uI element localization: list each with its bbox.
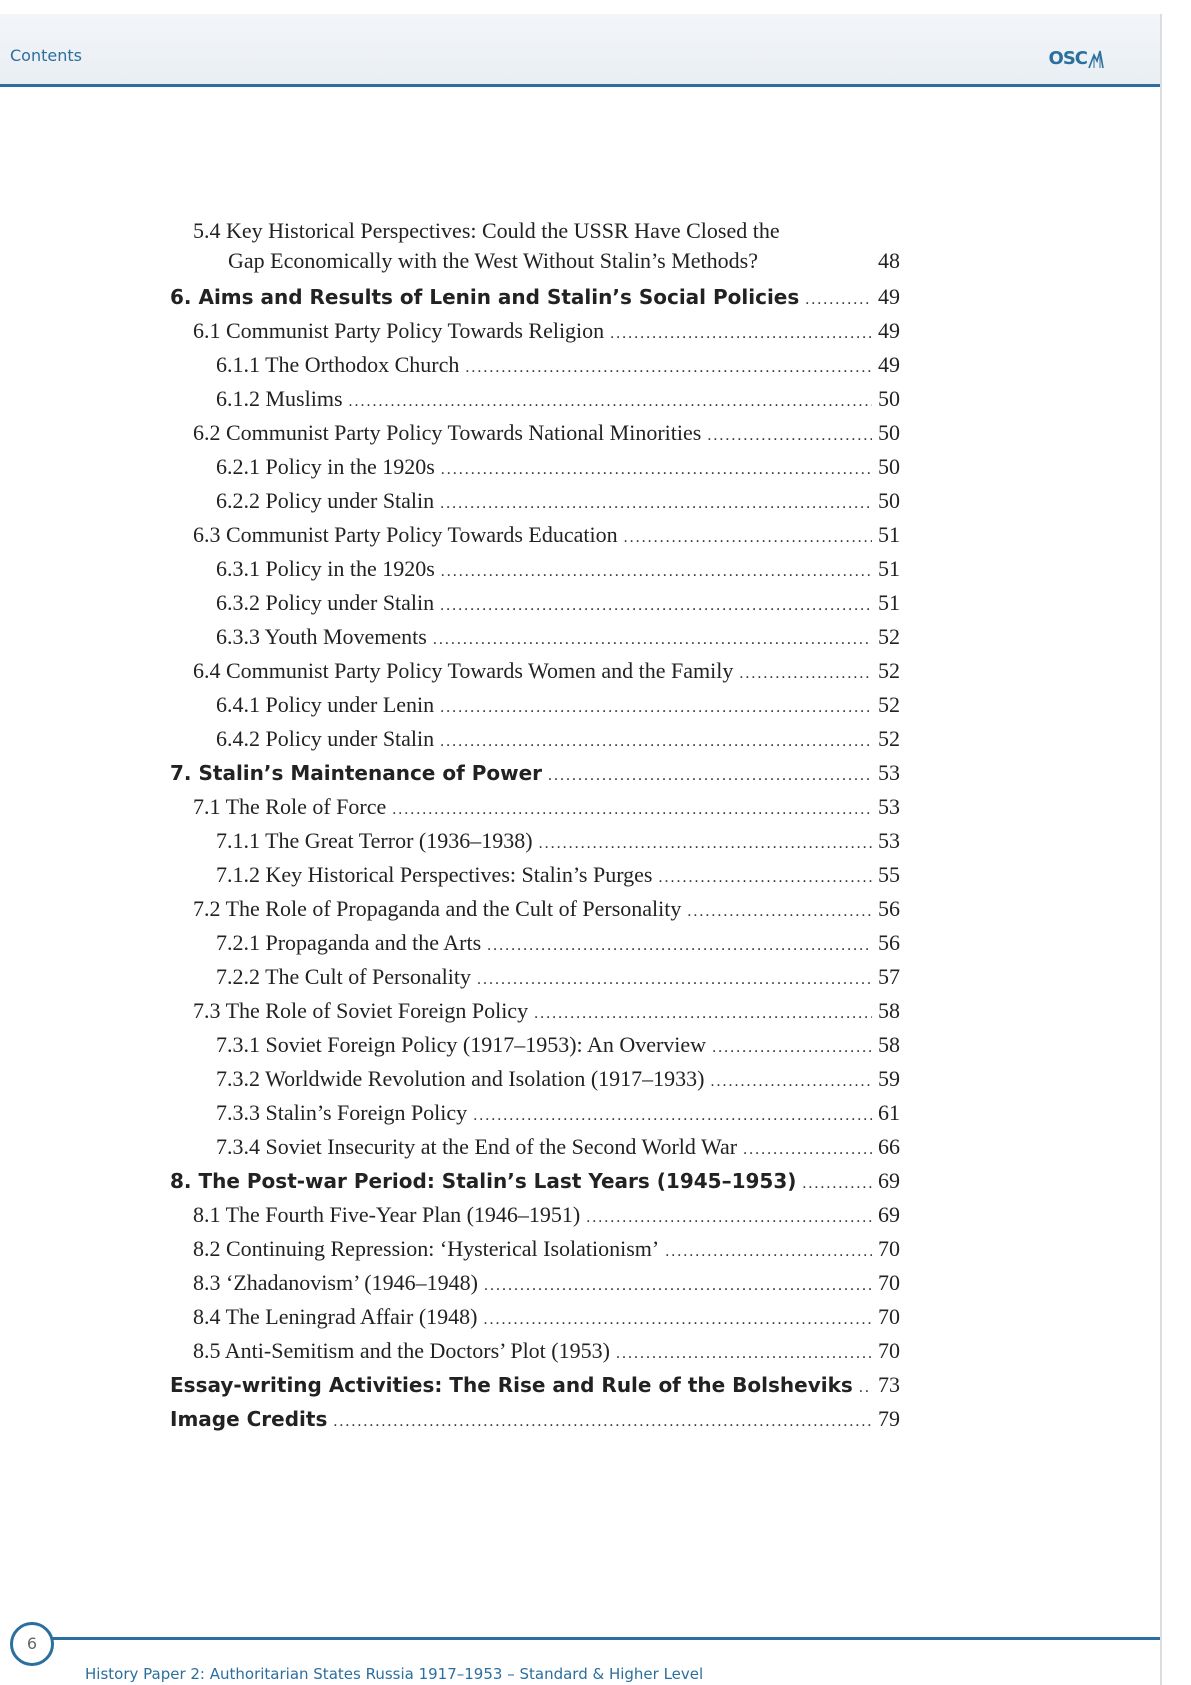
toc-entry[interactable]: [170, 1232, 900, 1266]
toc-entry-page: 51: [878, 522, 900, 547]
toc-entry-label: 6.4 Communist Party Policy Towards Women and the Family: [193, 658, 734, 683]
toc-entry[interactable]: [170, 280, 900, 314]
table-of-contents: [170, 216, 900, 1436]
toc-leader-dots: [624, 521, 872, 555]
toc-entry-label: 7.1.2 Key Historical Perspectives: Stalin’s Purges: [216, 862, 653, 887]
toc-entry-label: 7.3 The Role of Soviet Foreign Policy: [193, 998, 529, 1023]
toc-leader-dots: [802, 1167, 872, 1201]
toc-list: [170, 280, 900, 1436]
toc-entry-page: 58: [878, 1032, 900, 1057]
toc-entry-first-line1: 5.4 Key Historical Perspectives: Could the USSR Have Closed the: [193, 218, 780, 243]
toc-entry-label: 6.2.2 Policy under Stalin: [216, 488, 435, 513]
toc-entry-page: 66: [878, 1134, 900, 1159]
toc-entry-page: 51: [878, 556, 900, 581]
toc-entry[interactable]: [170, 654, 900, 688]
toc-entry-page: 70: [878, 1270, 900, 1295]
toc-entry-label: 7.1 The Role of Force: [193, 794, 387, 819]
toc-leader-dots: [440, 691, 872, 725]
toc-entry-label: 8.2 Continuing Repression: ‘Hysterical Isolationism’: [193, 1236, 660, 1261]
toc-entry-label: 7. Stalin’s Maintenance of Power: [170, 761, 543, 785]
toc-entry[interactable]: [170, 994, 900, 1028]
toc-entry[interactable]: [170, 1198, 900, 1232]
toc-leader-dots: [539, 827, 872, 861]
toc-entry-label: Image Credits: [170, 1407, 328, 1431]
page-edge: [1160, 14, 1162, 1685]
toc-entry-label: Gap Economically with the West Without Stalin’s Methods?: [228, 248, 758, 273]
toc-entry-label: 8.4 The Leningrad Affair (1948): [193, 1304, 478, 1329]
page-number: 6: [10, 1622, 54, 1666]
toc-entry-label: 6.1 Communist Party Policy Towards Religion: [193, 318, 605, 343]
toc-entry-page: 61: [878, 1100, 900, 1125]
toc-entry-page: 48: [878, 248, 900, 273]
toc-entry[interactable]: [170, 1062, 900, 1096]
toc-entry[interactable]: [170, 1300, 900, 1334]
toc-entry-label: 8. The Post-war Period: Stalin’s Last Years (1945–1953): [170, 1169, 797, 1193]
toc-entry-page: 56: [878, 896, 900, 921]
toc-leader-dots: [711, 1065, 873, 1099]
toc-entry-page: 70: [878, 1236, 900, 1261]
footer-rule: [40, 1637, 1160, 1640]
toc-entry-label: 7.2.1 Propaganda and the Arts: [216, 930, 482, 955]
toc-entry[interactable]: [170, 620, 900, 654]
toc-entry[interactable]: [170, 1334, 900, 1368]
toc-entry[interactable]: [170, 892, 900, 926]
toc-entry-page: 52: [878, 624, 900, 649]
toc-entry[interactable]: [170, 586, 900, 620]
toc-entry[interactable]: [170, 756, 900, 790]
toc-leader-dots: [712, 1031, 872, 1065]
toc-entry-page: 58: [878, 998, 900, 1023]
toc-leader-dots: [659, 861, 873, 895]
toc-entry[interactable]: [170, 1028, 900, 1062]
toc-entry[interactable]: [170, 1096, 900, 1130]
toc-entry-page: 69: [878, 1202, 900, 1227]
toc-leader-dots: [707, 419, 872, 453]
toc-entry[interactable]: [170, 722, 900, 756]
toc-entry-label: 6.1.2 Muslims: [216, 386, 343, 411]
toc-leader-dots: [440, 725, 872, 759]
logo-mountain-icon: [1088, 49, 1104, 69]
toc-entry-page: 79: [878, 1406, 900, 1431]
toc-entry[interactable]: [170, 790, 900, 824]
toc-entry[interactable]: [170, 518, 900, 552]
toc-entry-page: 49: [878, 318, 900, 343]
toc-leader-dots: [687, 895, 872, 929]
toc-leader-dots: [586, 1201, 872, 1235]
toc-entry-page: 53: [878, 760, 900, 785]
toc-leader-dots: [441, 453, 872, 487]
publisher-logo: [1049, 48, 1104, 69]
toc-entry-label: 6.2 Communist Party Policy Towards National Minorities: [193, 420, 702, 445]
toc-leader-dots: [534, 997, 872, 1031]
toc-entry-page: 51: [878, 590, 900, 615]
toc-entry-label: 8.3 ‘Zhadanovism’ (1946–1948): [193, 1270, 478, 1295]
toc-entry[interactable]: [170, 1164, 900, 1198]
toc-entry-page: 50: [878, 420, 900, 445]
toc-entry-label: 6.2.1 Policy in the 1920s: [216, 454, 435, 479]
toc-entry-page: 50: [878, 488, 900, 513]
toc-entry-page: 50: [878, 386, 900, 411]
toc-entry-page: 70: [878, 1338, 900, 1363]
logo-text: OSC: [1048, 48, 1087, 69]
toc-leader-dots: [349, 385, 872, 419]
toc-entry[interactable]: [170, 688, 900, 722]
toc-entry[interactable]: [170, 1402, 900, 1436]
toc-entry[interactable]: [170, 348, 900, 382]
toc-leader-dots: [743, 1133, 872, 1167]
toc-leader-dots: [859, 1371, 872, 1405]
toc-leader-dots: [739, 657, 872, 691]
toc-leader-dots: [465, 351, 872, 385]
toc-entry-page: 49: [878, 352, 900, 377]
toc-entry-page: 52: [878, 692, 900, 717]
toc-entry[interactable]: [170, 314, 900, 348]
toc-leader-dots: [487, 929, 872, 963]
toc-entry[interactable]: [170, 824, 900, 858]
toc-entry-page: 52: [878, 658, 900, 683]
toc-entry[interactable]: [170, 450, 900, 484]
toc-entry-label: 6.3.1 Policy in the 1920s: [216, 556, 435, 581]
toc-leader-dots: [484, 1269, 872, 1303]
toc-leader-dots: [616, 1337, 872, 1371]
toc-entry[interactable]: [170, 552, 900, 586]
toc-entry-label: 6.3 Communist Party Policy Towards Education: [193, 522, 618, 547]
toc-entry-page: 53: [878, 794, 900, 819]
toc-entry[interactable]: [170, 1130, 900, 1164]
toc-entry-label: 6.1.1 The Orthodox Church: [216, 352, 460, 377]
toc-leader-dots: [440, 589, 872, 623]
toc-entry-label: 7.3.2 Worldwide Revolution and Isolation (1917–1933): [216, 1066, 705, 1091]
toc-entry-label: 7.2.2 The Cult of Personality: [216, 964, 472, 989]
toc-entry[interactable]: [170, 858, 900, 892]
toc-entry-label: 7.3.4 Soviet Insecurity at the End of the Second World War: [216, 1134, 738, 1159]
toc-leader-dots: [484, 1303, 873, 1337]
toc-entry-label: 6.4.2 Policy under Stalin: [216, 726, 435, 751]
toc-leader-dots: [433, 623, 872, 657]
toc-entry-page: 56: [878, 930, 900, 955]
toc-entry[interactable]: [170, 484, 900, 518]
toc-entry[interactable]: [170, 926, 900, 960]
toc-entry[interactable]: [170, 382, 900, 416]
toc-entry-label: 6.3.2 Policy under Stalin: [216, 590, 435, 615]
toc-entry-page: 50: [878, 454, 900, 479]
toc-leader-dots: [805, 283, 872, 317]
toc-entry-label: 8.5 Anti-Semitism and the Doctors’ Plot (1953): [193, 1338, 610, 1363]
toc-entry-page: 52: [878, 726, 900, 751]
toc-entry[interactable]: [170, 1368, 900, 1402]
toc-entry-page: 49: [878, 284, 900, 309]
toc-entry-label: 7.2 The Role of Propaganda and the Cult of Personality: [193, 896, 682, 921]
toc-entry-label: 8.1 The Fourth Five-Year Plan (1946–1951): [193, 1202, 581, 1227]
toc-entry-label: Essay-writing Activities: The Rise and Rule of the Bolsheviks: [170, 1373, 853, 1397]
toc-entry-page: 73: [878, 1372, 900, 1397]
toc-leader-dots: [473, 1099, 872, 1133]
toc-leader-dots: [610, 317, 872, 351]
toc-leader-dots: [548, 759, 872, 793]
toc-entry-label: 6.3.3 Youth Movements: [216, 624, 427, 649]
toc-leader-dots: [665, 1235, 872, 1269]
toc-entry-first-line2: [170, 246, 900, 280]
toc-entry-page: 59: [878, 1066, 900, 1091]
toc-entry-label: 6.4.1 Policy under Lenin: [216, 692, 435, 717]
toc-entry-label: 7.1.1 The Great Terror (1936–1938): [216, 828, 533, 853]
toc-entry-page: 53: [878, 828, 900, 853]
toc-entry-label: 7.3.3 Stalin’s Foreign Policy: [216, 1100, 468, 1125]
toc-entry-page: 57: [878, 964, 900, 989]
toc-entry-page: 70: [878, 1304, 900, 1329]
toc-entry-label: 6. Aims and Results of Lenin and Stalin’s Social Policies: [170, 285, 800, 309]
footer-title: History Paper 2: Authoritarian States Russia 1917–1953 – Standard & Higher Level: [85, 1665, 704, 1683]
toc-leader-dots: [333, 1405, 872, 1439]
toc-entry[interactable]: [170, 416, 900, 450]
toc-entry-page: 55: [878, 862, 900, 887]
toc-leader-dots: [440, 487, 872, 521]
toc-entry[interactable]: [170, 960, 900, 994]
toc-entry-page: 69: [878, 1168, 900, 1193]
toc-leader-dots: [441, 555, 872, 589]
toc-entry[interactable]: [170, 1266, 900, 1300]
toc-leader-dots: [392, 793, 872, 827]
toc-leader-dots: [477, 963, 872, 997]
header-title: Contents: [10, 46, 82, 65]
toc-entry-label: 7.3.1 Soviet Foreign Policy (1917–1953): An Overview: [216, 1032, 707, 1057]
page-header: [0, 14, 1160, 87]
